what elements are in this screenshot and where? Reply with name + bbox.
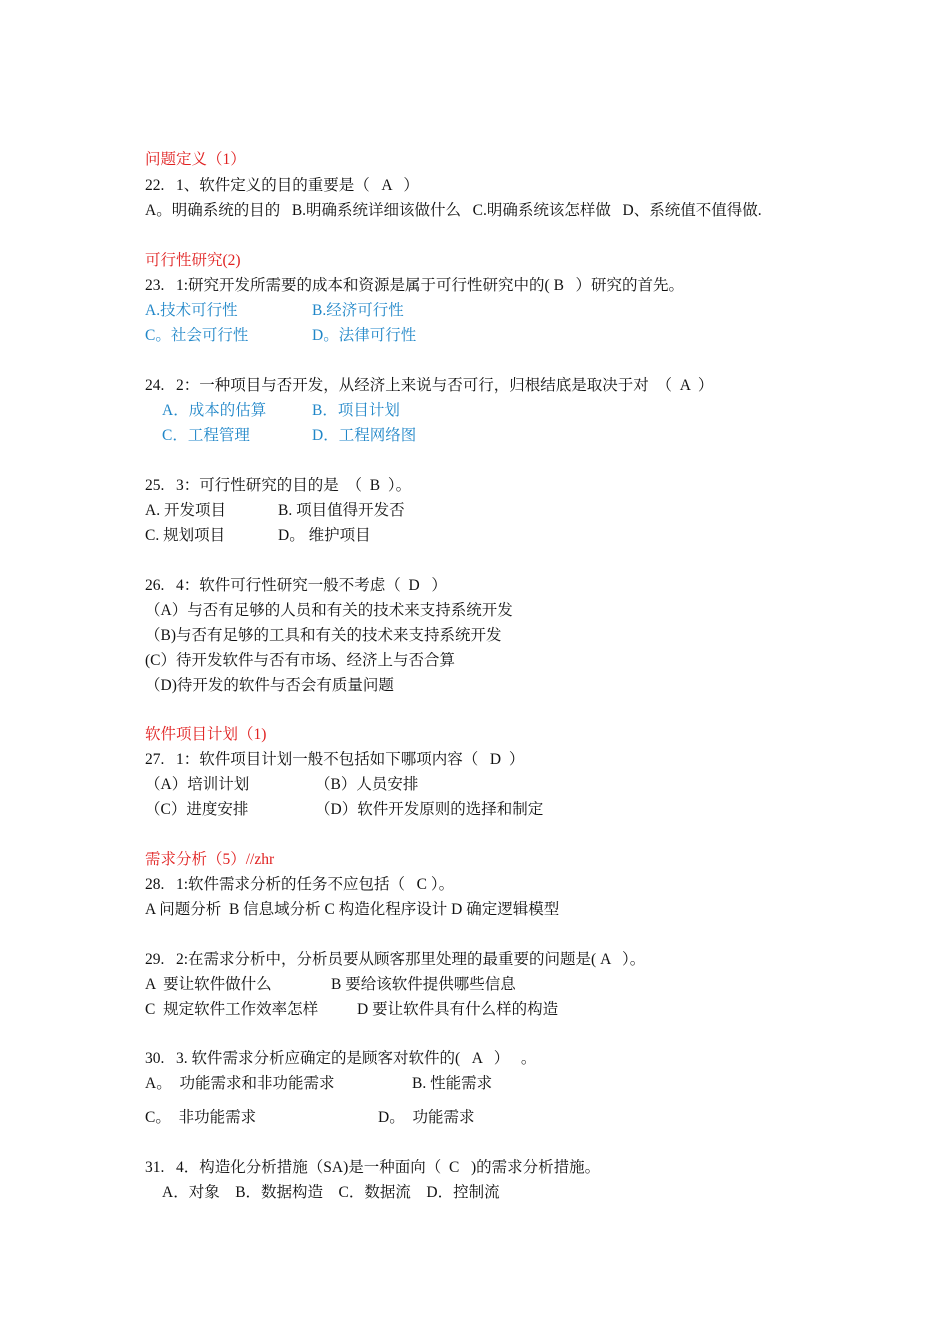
question-30-option-c: C。 非功能需求 [145,1109,257,1126]
question-23-option-b: B.经济可行性 [312,302,404,319]
question-27-option-a: （A）培训计划 [145,776,250,793]
question-24-option-d: D．工程网络图 [312,427,417,444]
question-25-option-b: B. 项目值得开发否 [278,502,405,519]
question-23-option-d: D。法律可行性 [312,327,417,344]
question-25-option-a: A. 开发项目 [145,502,226,519]
question-27-option-b: （B）人员安排 [315,776,419,793]
question-29-option-c: C 规定软件工作效率怎样 [145,1001,319,1018]
question-29-option-a: A 要让软件做什么 [145,976,272,993]
question-24-option-b: B．项目计划 [312,402,400,419]
question-28-options: A 问题分析 B 信息域分析 C 构造化程序设计 D 确定逻辑模型 [145,901,560,918]
question-26-option-d: （D)待开发的软件与否会有质量问题 [145,677,394,694]
question-22-options: A。明确系统的目的 B.明确系统详细该做什么 C.明确系统该怎样做 D、系统值不值得做. [145,202,762,219]
question-29-stem: 29. 2:在需求分析中，分析员要从顾客那里处理的最重要的问题是( A ）。 [145,951,646,968]
question-31-stem: 31. 4．构造化分析措施（SA)是一种面向（ C )的需求分析措施。 [145,1159,601,1176]
question-29-option-d: D 要让软件具有什么样的构造 [357,1001,559,1018]
question-25-option-c: C. 规划项目 [145,527,226,544]
question-30-option-b: B. 性能需求 [412,1075,493,1092]
question-27-stem: 27. 1：软件项目计划一般不包括如下哪项内容（ D ） [145,751,525,768]
question-26-option-a: （A）与否有足够的人员和有关的技术来支持系统开发 [145,602,513,619]
question-22-stem: 22. 1、软件定义的目的重要是（ A ） [145,177,419,194]
section-heading-requirements: 需求分析（5）//zhr [145,851,275,868]
question-23-option-c: C。社会可行性 [145,327,249,344]
question-29-option-b: B 要给该软件提供哪些信息 [331,976,516,993]
question-27-option-c: （C）进度安排 [145,801,249,818]
section-heading-problem-definition: 问题定义（1） [145,151,246,168]
question-23-option-a: A.技术可行性 [145,302,238,319]
question-23-stem: 23. 1:研究开发所需要的成本和资源是属于可行性研究中的( B ）研究的首先。 [145,277,685,294]
question-26-option-c: (C）待开发软件与否有市场、经济上与否合算 [145,652,456,669]
question-24-option-c: C．工程管理 [162,427,250,444]
section-heading-project-plan: 软件项目计划（1) [145,726,267,743]
question-27-option-d: （D）软件开发原则的选择和制定 [315,801,544,818]
question-24-option-a: A．成本的估算 [162,402,267,419]
question-31-options: A．对象 B．数据构造 C．数据流 D．控制流 [162,1184,500,1201]
question-28-stem: 28. 1:软件需求分析的任务不应包括（ C ）。 [145,876,455,893]
question-26-stem: 26. 4：软件可行性研究一般不考虑（ D ） [145,577,447,594]
question-26-option-b: （B)与否有足够的工具和有关的技术来支持系统开发 [145,627,502,644]
question-25-stem: 25. 3：可行性研究的目的是 （ B ）。 [145,477,412,494]
question-30-option-a: A。 功能需求和非功能需求 [145,1075,335,1092]
section-heading-feasibility: 可行性研究(2) [145,252,241,269]
question-24-stem: 24. 2：一种项目与否开发，从经济上来说与否可行，归根结底是取决于对 （ A ） [145,377,714,394]
question-30-option-d: D。 功能需求 [378,1109,475,1126]
question-25-option-d: D。 维护项目 [278,527,371,544]
question-30-stem: 30. 3. 软件需求分析应确定的是顾客对软件的( A ） 。 [145,1050,537,1067]
